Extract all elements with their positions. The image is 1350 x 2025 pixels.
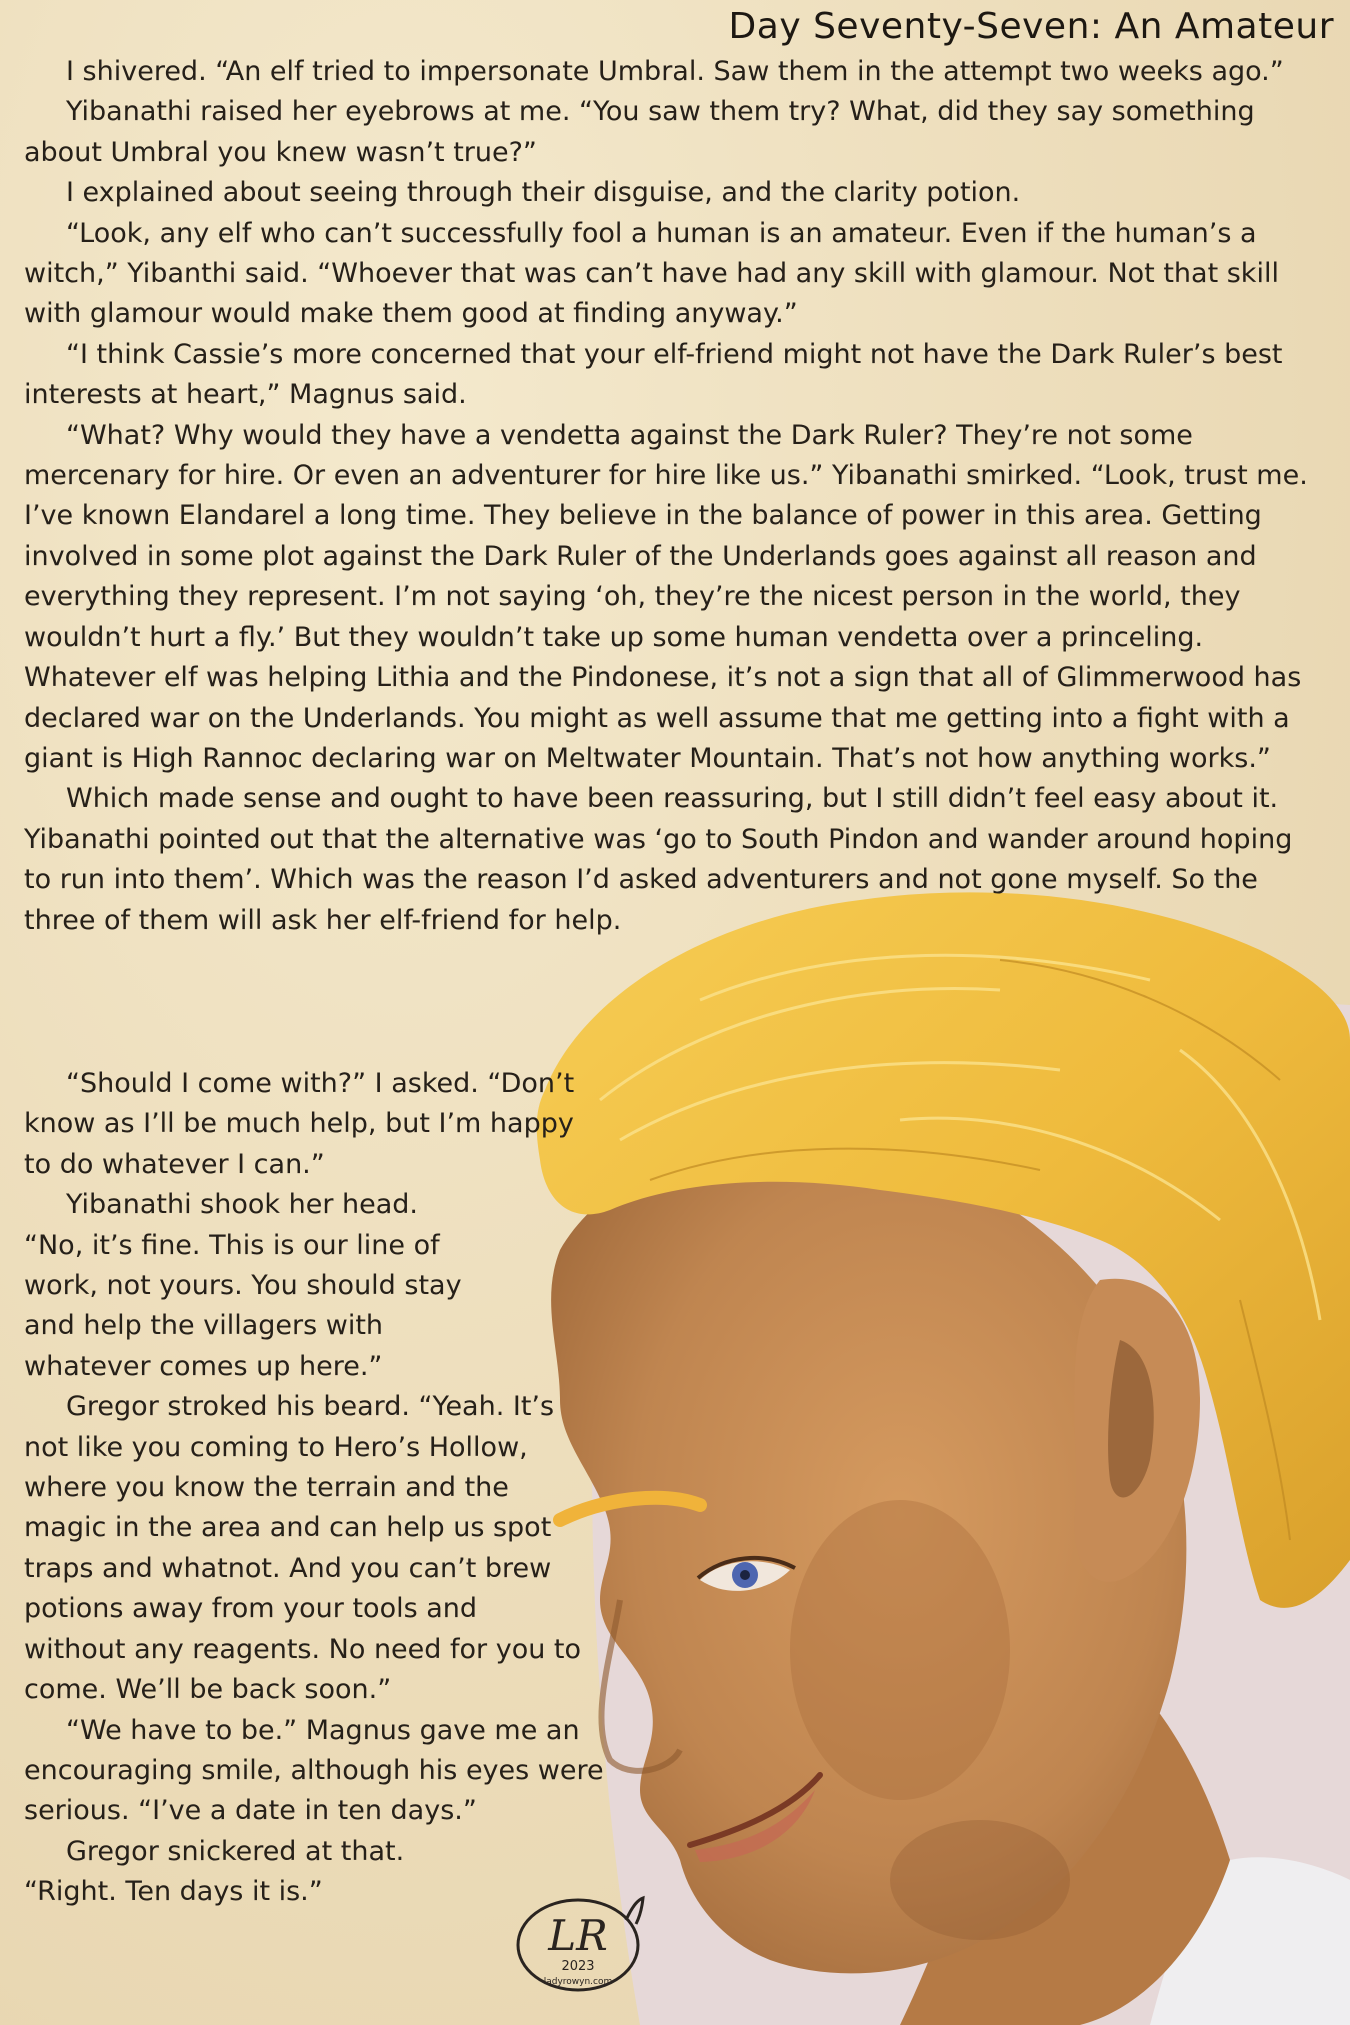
story-text: [24, 52, 1340, 941]
story-paragraph: I shivered. “An elf tried to impersonate Umbral. Saw them in the attempt two weeks ago.”: [66, 56, 1284, 87]
story-paragraph: Which made sense and ought to have been reassuring, but I still didn’t feel easy about it. Yibanathi pointed out that the alternative was ‘go to South Pindon and wander around hoping to run into them’. Which was the reason I’d asked adventurers and not gone myself. So the three of them will ask her elf-friend for help.: [24, 783, 1293, 936]
artist-logo: [508, 1890, 668, 2000]
story-paragraph: Gregor stroked his beard. “Yeah. It’s not like you coming to Hero’s Hollow, where you know the terrain and the magic in the area and can help us spot traps and whatnot. And you can’t brew potions away from your tools and without any reagents. No need for you to come. We’ll be back soon.”: [24, 1391, 582, 1706]
story-paragraph: Yibanathi raised her eyebrows at me. “You saw them try? What, did they say something about Umbral you knew wasn’t true?”: [24, 96, 1255, 168]
story-paragraph: Gregor snickered at that. “Right. Ten days it is.”: [24, 1835, 405, 1908]
story-paragraph: Yibanathi shook her head. “No, it’s fine. This is our line of work, not yours. You should stay and help the villagers with whatever comes up here.”: [24, 1189, 462, 1382]
logo-site: ladyrowyn.com: [543, 1977, 613, 1987]
logo-monogram: LR: [548, 1911, 608, 1960]
story-paragraph: “Look, any elf who can’t successfully fool a human is an amateur. Even if the human’s a witch,” Yibanthi said. “Whoever that was can’t have had any skill with glamour. Not that skill with glamour would make them good at finding anyway.”: [24, 217, 1279, 330]
logo-year: 2023: [561, 1959, 595, 1974]
story-paragraph: “What? Why would they have a vendetta against the Dark Ruler? They’re not some mercenary for hire. Or even an adventurer for hire like us.” Yibanathi smirked. “Look, trust me. I’ve known Elandarel a long time. They believe in the balance of power in this area. Getting involved in some plot against the Dark Ruler of the Underlands goes against all reason and everything they represent. I’m not saying ‘oh, they’re the nicest person in the world, they wouldn’t hurt a fly.’ But they wouldn’t take up some human vendetta over a princeling. Whatever elf was helping Lithia and the Pindonese, it’s not a sign that all of Glimmerwood has declared war on the Underlands. You might as well assume that me getting into a fight with a giant is High Rannoc declaring war on Meltwater Mountain. That’s not how anything works.”: [24, 419, 1308, 774]
story-paragraph: I explained about seeing through their disguise, and the clarity potion.: [66, 177, 1021, 209]
page-title: Day Seventy-Seven: An Amateur: [728, 6, 1334, 47]
story-paragraph: “Should I come with?” I asked. “Don’t know as I’ll be much help, but I’m happy to do whatever I can.”: [24, 1068, 575, 1180]
story-text-narrow: [24, 1064, 604, 1913]
story-paragraph: “I think Cassie’s more concerned that your elf-friend might not have the Dark Ruler’s best interests at heart,” Magnus said.: [24, 338, 1283, 411]
story-paragraph: “We have to be.” Magnus gave me an encouraging smile, although his eyes were serious. “I’ve a date in ten days.”: [24, 1714, 604, 1827]
